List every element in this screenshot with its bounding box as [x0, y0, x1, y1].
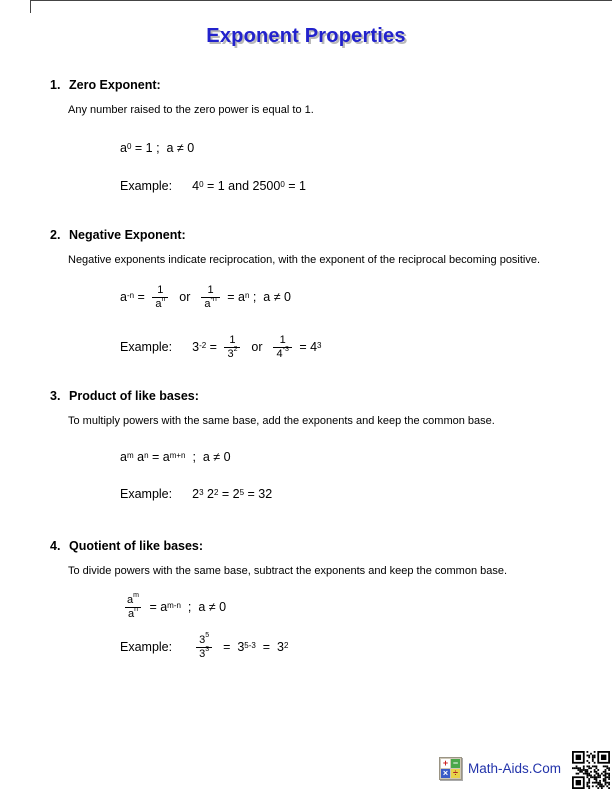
- section-1-example: [120, 168, 306, 204]
- section-1-rule-formula: a $^0$ = 1 ; a ≠ 0: [120, 141, 195, 155]
- page-edge-line-vertical: [30, 0, 31, 13]
- section-2-rule-formula: a $^{-n}$ = $\frac{1}{a^n}$ or $\frac{1}{a^{-n}}$ = a $^n$ ; a ≠ 0: [120, 283, 291, 310]
- section-2-number: 2.: [50, 228, 61, 242]
- section-2-example-formula: 3 $^{-2}$ = $\frac{1}{3^2}$ or $\frac{1}{4^{-3}}$ = 4 $^3$: [192, 333, 322, 360]
- section-4-rule-formula: $\frac{a^m}{a^n}$ = a $^{m-n}$ ; a ≠ 0: [120, 594, 226, 620]
- section-4-number: 4.: [50, 539, 61, 553]
- section-3-example: [120, 476, 272, 512]
- section-1-example-formula: 4 $^0$ = 1 and 2500 $^0$ = 1: [192, 179, 306, 193]
- math-aids-logo-icon: [439, 757, 462, 780]
- section-2-example-label: Example:: [120, 340, 173, 354]
- logo-plus-icon: +: [442, 758, 449, 768]
- section-4-heading-text: Quotient of like bases:: [69, 539, 204, 553]
- section-3-example-formula: 2 $^3$ 2 $^2$ = 2 $^5$ = 32: [192, 487, 273, 501]
- section-4-example-label: Example:: [120, 640, 173, 654]
- qr-code-icon: [572, 751, 610, 789]
- section-3-description: To multiply powers with the same base, add the exponents and keep the common base.: [68, 415, 495, 427]
- section-1-heading-text: Zero Exponent:: [69, 78, 161, 92]
- section-1-rule: [120, 130, 194, 166]
- section-2-heading: [50, 228, 186, 242]
- section-3-heading: [50, 389, 199, 403]
- section-3-rule-formula: a $^m$ a $^n$ = a $^{m+n}$ ; a ≠ 0: [120, 450, 231, 464]
- section-3-number: 3.: [50, 389, 61, 403]
- page-title: Exponent Properties: [206, 25, 406, 47]
- section-4-rule: [120, 589, 226, 625]
- page-edge-line-horizontal: [30, 0, 612, 1]
- section-2-description: Negative exponents indicate reciprocation, with the exponent of the reciprocal becoming positive.: [68, 254, 541, 266]
- section-4-example: [120, 629, 288, 665]
- section-2-heading-text: Negative Exponent:: [69, 228, 186, 242]
- section-3-heading-text: Product of like bases:: [69, 389, 199, 403]
- section-2-rule: [120, 279, 291, 315]
- section-1-number: 1.: [50, 78, 61, 92]
- logo-times-icon: ×: [442, 768, 449, 778]
- section-4-example-formula: $\frac{3^5}{3^3}$ = 3 $^{5-3}$ = 3 $^2$: [192, 634, 288, 660]
- section-1-example-label: Example:: [120, 179, 173, 193]
- section-3-example-label: Example:: [120, 487, 173, 501]
- section-1-heading: [50, 78, 161, 92]
- brand-link[interactable]: Math-Aids.Com: [468, 761, 562, 776]
- section-2-example: [120, 329, 322, 365]
- logo-divide-icon: ÷: [451, 769, 460, 778]
- section-1-description: Any number raised to the zero power is equal to 1.: [68, 104, 314, 116]
- section-4-heading: [50, 539, 203, 553]
- section-3-rule: [120, 439, 231, 475]
- section-4-description: To divide powers with the same base, subtract the exponents and keep the common base.: [68, 565, 508, 577]
- logo-minus-icon: −: [452, 758, 459, 768]
